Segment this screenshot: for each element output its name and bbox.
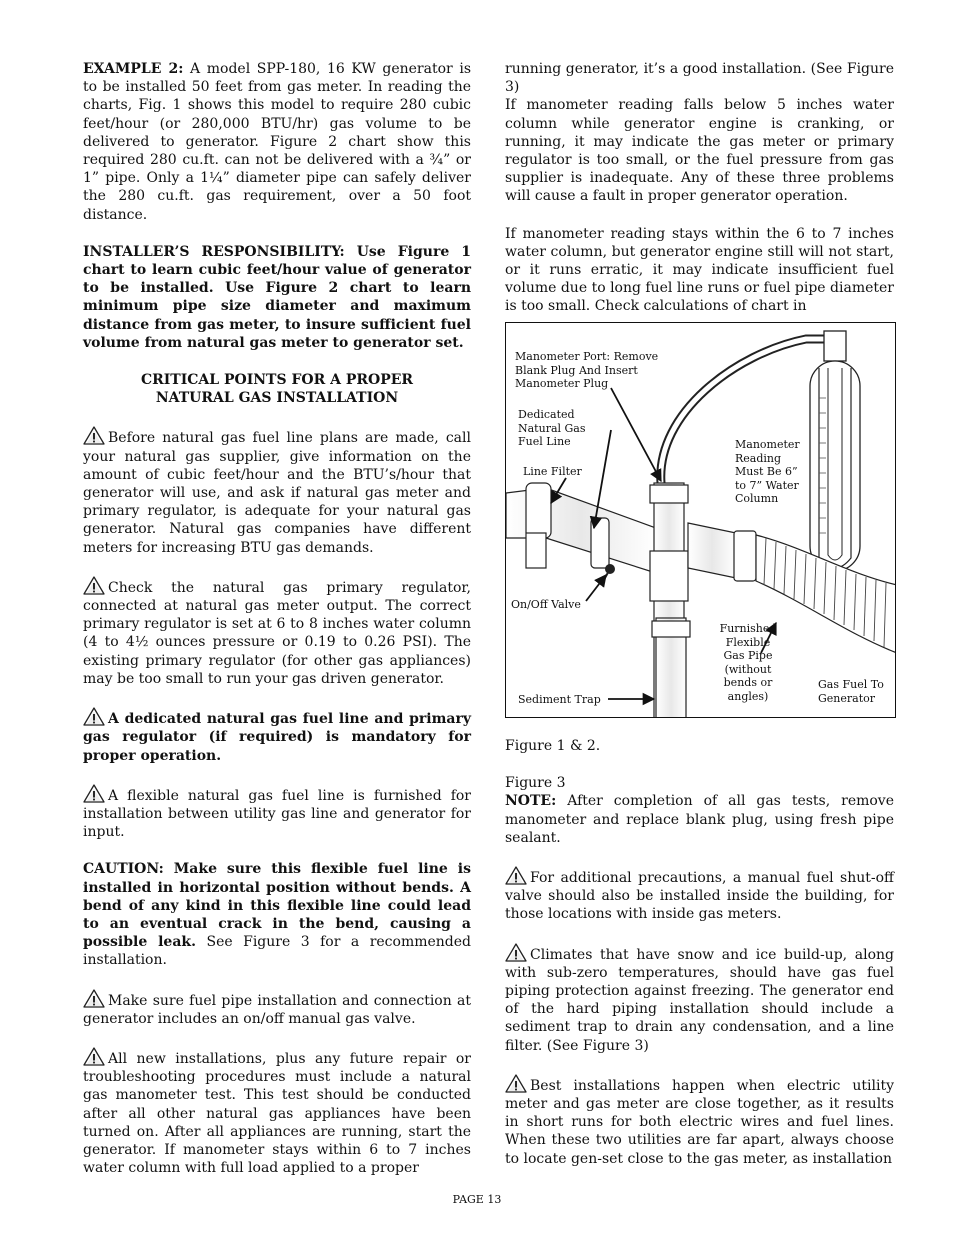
warning-manometer-test: All new installations, plus any future repair or troubleshooting procedures must include a natural gas manometer test. This test should be conducted after all other natural gas appliances have been turned on. After all appliances are running, start the generator. If manometer stays within 6 to 7 inches water column with full load applied to a proper [83, 1047, 471, 1177]
installer-responsibility: INSTALLER’S RESPONSIBILITY: Use Figure 1 chart to learn cubic feet/hour value of generator to be installed. Use Figure 2 chart to learn minimum pipe size diameter and maximum distance from gas meter, to insure sufficient fuel volume from natural gas meter to generator set. [83, 243, 471, 351]
warning-icon [83, 707, 105, 726]
section-heading: CRITICAL POINTS FOR A PROPER NATURAL GAS INSTALLATION [140, 372, 414, 407]
left-column [83, 60, 471, 1177]
label-gas-fuel: Gas Fuel To Generator [818, 678, 884, 705]
label-manometer-port: Manometer Port: Remove Blank Plug And Insert Manometer Plug [515, 350, 659, 390]
warning-icon [83, 426, 105, 445]
warning-flexible-line: A flexible natural gas fuel line is furnished for installation between utility gas line and generator for input. [83, 784, 471, 842]
figure-1-2-caption: Figure 1 & 2. [505, 738, 601, 754]
installation-figure [505, 322, 896, 718]
warning-best-installations: Best installations happen when electric utility meter and gas meter are close together, as it results in short runs for both electric wires and fuel lines. When these two utilities are far apart, always choose to locate gen-set close to the gas meter, as installation [505, 1074, 894, 1168]
label-onoff-valve: On/Off Valve [511, 598, 581, 611]
right-column-lower [505, 737, 894, 1168]
warning-regulator: Check the natural gas primary regulator, connected at natural gas meter output. The correct primary regulator is set at 6 to 8 inches water column (4 to 4½ ounces pressure or 0.19 to 0.26 PSI). The existing primary regulator (for other gas appliances) may be too small to run your gas driven generator. [83, 576, 471, 688]
manometer [810, 331, 860, 571]
label-manometer-reading: Manometer Reading Must Be 6” to 7” Water Column [735, 438, 800, 505]
warning-climates: Climates that have snow and ice build-up, along with sub-zero temperatures, should have gas fuel piping protection against freezing. The generator end of the hard piping installation should include a sediment trap to drain any condensation, and a line filter. (See Figure 3) [505, 943, 894, 1055]
example-2-paragraph: EXAMPLE 2: A model SPP-180, 16 KW generator is to be installed 50 feet from gas meter. In reading the charts, Fig. 1 shows this model to require 280 cubic feet/hour (or 280,000 BTU/hr) gas volume to be delivered to generator. Figure 2 chart show this required 280 cu.ft. can not be delivered with a ¾” or 1” pipe. Only a 1¼” diameter pipe can safely deliver the 280 cu.ft. gas requirement, over a 50 foot distance. [83, 61, 472, 223]
label-flex-pipe: Furnished Flexible Gas Pipe (without bends or angles) [719, 622, 777, 703]
right-column [505, 60, 894, 316]
label-sediment-trap: Sediment Trap [518, 693, 601, 706]
low-reading-paragraph: If manometer reading falls below 5 inches water column while generator engine is cranking, or running, it may indicate the gas meter or primary regulator is too small, or the fuel pressure from gas supplier is inadequate. Any of these three problems will cause a fault in proper generator operation. [505, 97, 894, 205]
warning-icon [505, 866, 527, 885]
figure-3-caption: Figure 3 [505, 775, 566, 792]
warning-icon [83, 989, 105, 1008]
note-paragraph: NOTE: After completion of all gas tests, remove manometer and replace blank plug, using fresh pipe sealant. [505, 793, 894, 846]
supply-pipe [506, 483, 656, 585]
page-number: PAGE 13 [452, 1193, 502, 1206]
label-line-filter: Line Filter [523, 465, 582, 478]
warning-supplier: Before natural gas fuel line plans are made, call your natural gas supplier, give information on the amount of cubic feet/hour and the BTU’s/hour that generator will use, and ask if natural gas meter and primary regulator, is adequate for your natural gas generator. Natural gas companies have different meters for increasing BTU gas demands. [83, 426, 471, 556]
stays-within-paragraph: If manometer reading stays within the 6 to 7 inches water column, but generator engine still will not start, or it runs erratic, it may indicate insufficient fuel volume due to long fuel line runs or fuel pipe diameter is too small. Check calculations of chart in [505, 225, 894, 315]
warning-icon [83, 1047, 105, 1066]
caution-paragraph: CAUTION: Make sure this flexible fuel line is installed in horizontal position without bends. A bend of any kind in this flexible line could lead to an eventual crack in the bend, causing a possible leak. See Figure 3 for a recommended installation. [83, 861, 472, 969]
warning-icon [83, 576, 105, 595]
warning-onoff-valve: Make sure fuel pipe installation and connection at generator includes an on/off manual gas valve. [83, 989, 471, 1028]
tee-fitting [650, 483, 690, 718]
continued-text: running generator, it’s a good installation. (See Figure 3) [505, 61, 894, 96]
warning-icon [83, 784, 105, 803]
warning-shutoff: For additional precautions, a manual fuel shut-off valve should also be installed inside the building, for those locations with inside gas meters. [505, 866, 894, 924]
warning-dedicated-line: A dedicated natural gas fuel line and primary gas regulator (if required) is mandatory for proper operation. [83, 707, 471, 765]
warning-icon [505, 1074, 527, 1093]
warning-icon [505, 943, 527, 962]
label-dedicated-line: Dedicated Natural Gas Fuel Line [518, 408, 586, 448]
